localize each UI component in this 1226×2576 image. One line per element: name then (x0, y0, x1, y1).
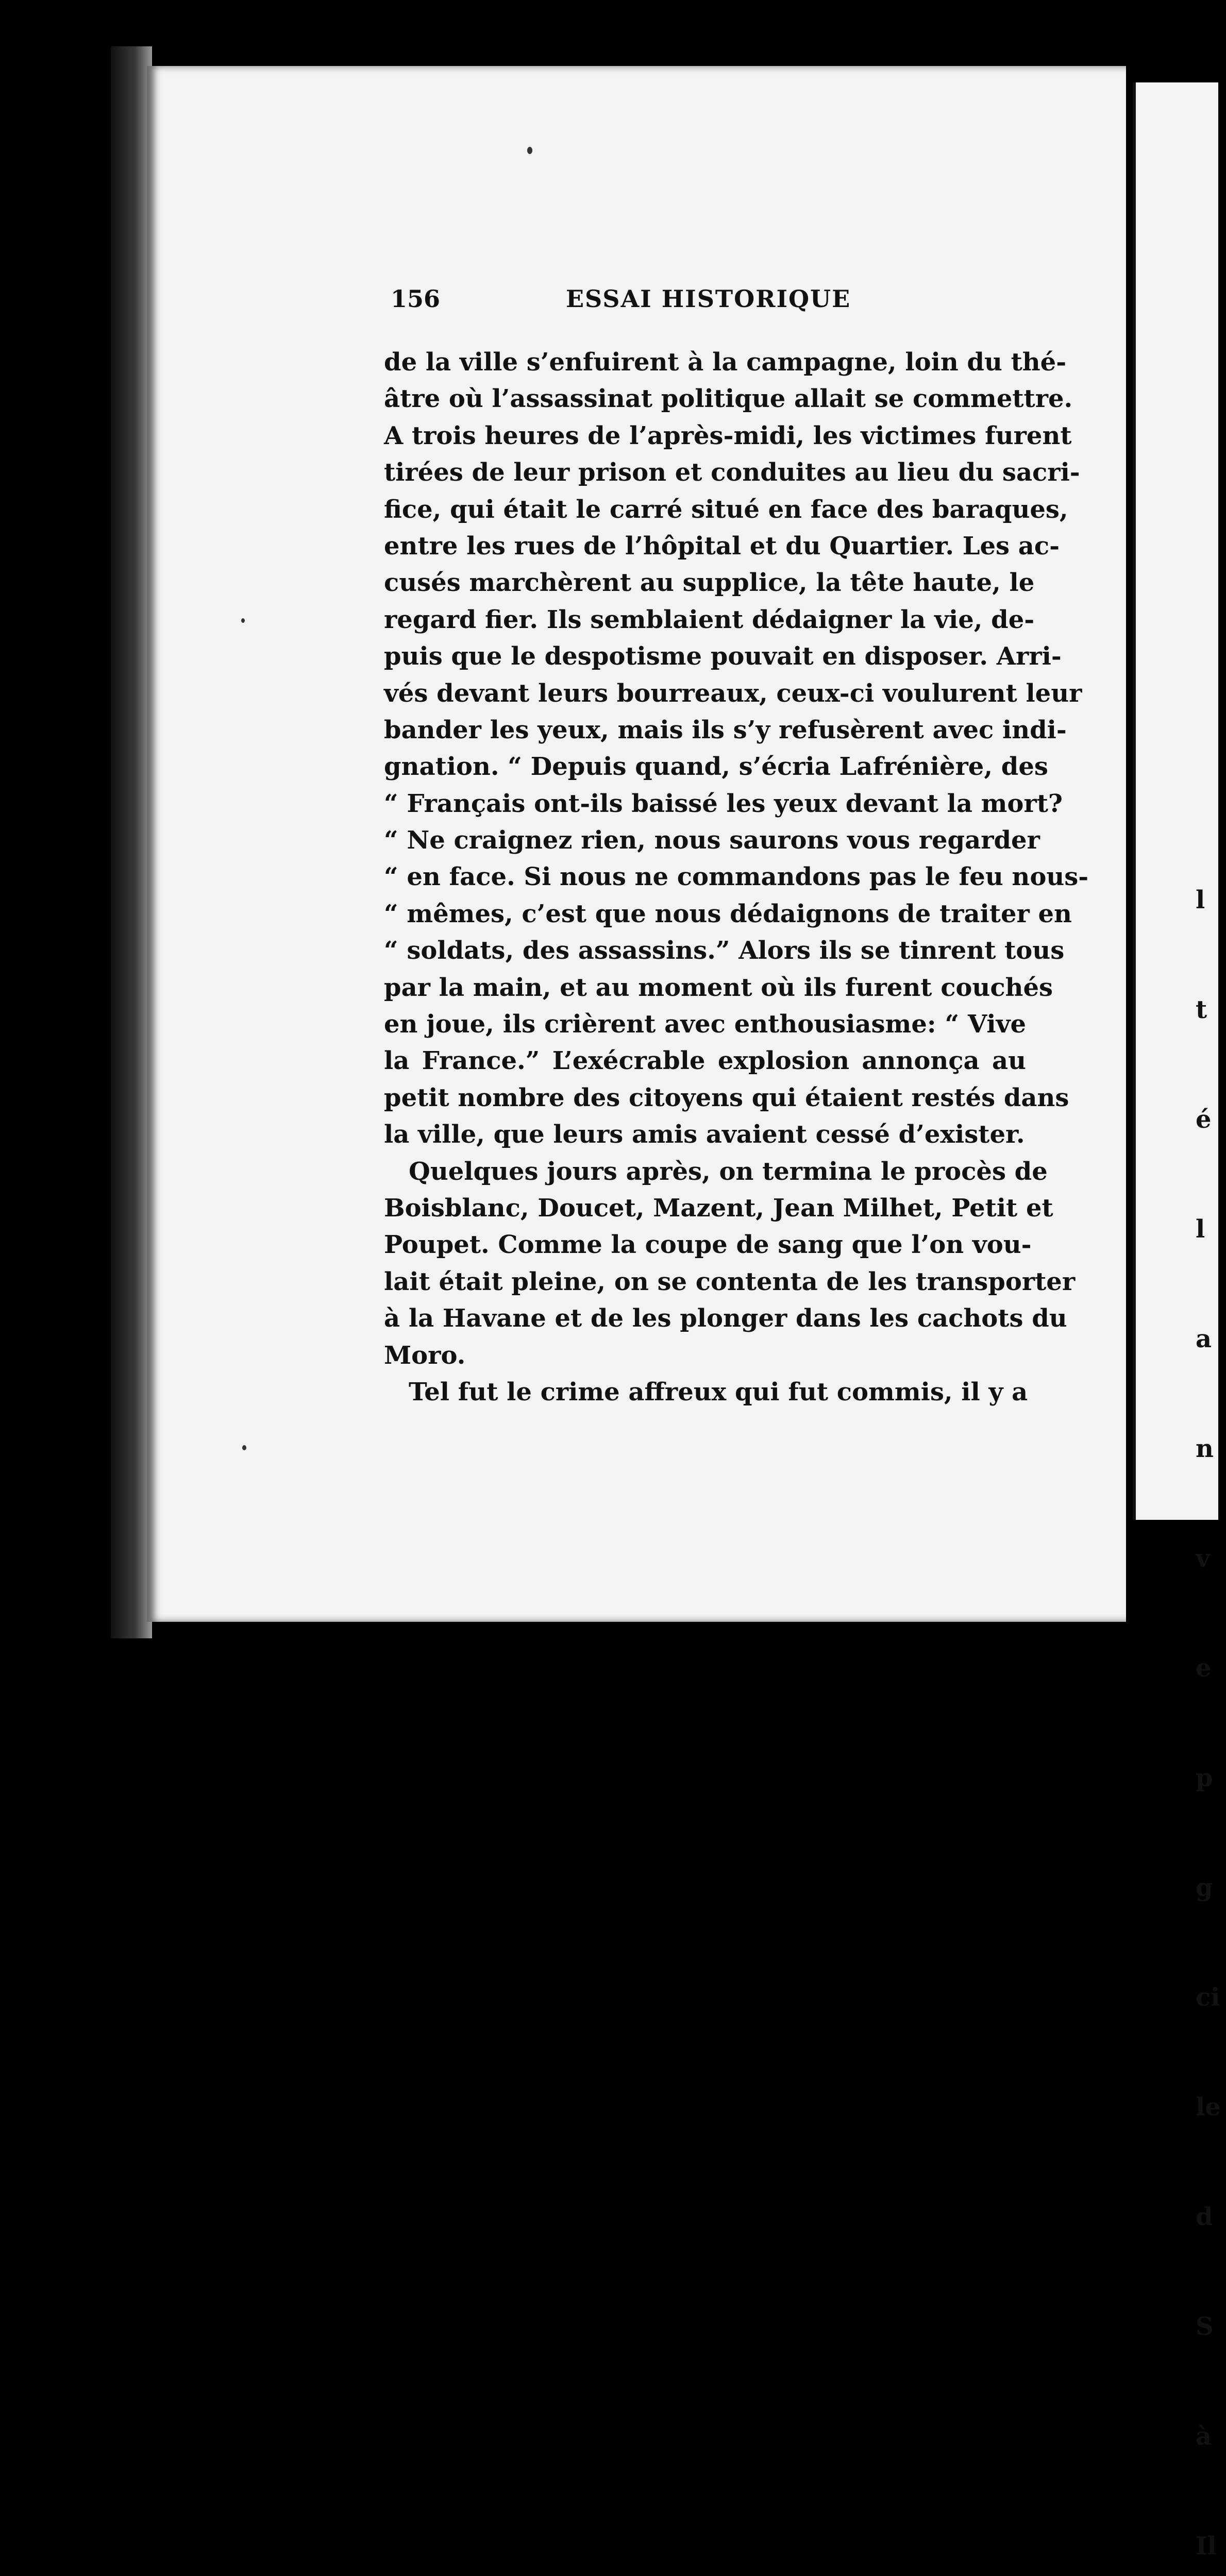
book-gutter-shadow (111, 46, 152, 1638)
text-line: petit nombre des citoyens qui étaient restés dans (384, 1083, 1069, 1112)
text-line: gnation. “ Depuis quand, s’écria Lafrénière, des (384, 752, 1048, 782)
text-line: cusés marchèrent au supplice, la tête haute, le (384, 568, 1035, 598)
text-line: la ville, que leurs amis avaient cessé d’exister. (384, 1120, 1025, 1149)
facing-letter: p (1196, 1764, 1213, 1792)
text-line: Poupet. Comme la coupe de sang que l’on vou- (384, 1230, 1032, 1260)
text-line: la France.” L’exécrable explosion annonça au (384, 1046, 1026, 1076)
text-line: A trois heures de l’après-midi, les victimes furent (384, 421, 1072, 450)
body-text (384, 344, 1089, 1411)
facing-letter: a (1196, 1325, 1212, 1353)
text-line: Boisblanc, Doucet, Mazent, Jean Milhet, Petit et (384, 1193, 1053, 1223)
text-line: puis que le despotisme pouvait en disposer. Arri- (384, 642, 1062, 671)
text-line: Moro. (384, 1341, 466, 1370)
text-line: “ soldats, des assassins.” Alors ils se tinrent tous (384, 936, 1065, 965)
text-line: vés devant leurs bourreaux, ceux-ci voulurent leur (384, 679, 1082, 708)
facing-letter: d (1196, 2202, 1213, 2231)
text-line: de la ville s’enfuirent à la campagne, loin du thé- (384, 348, 1067, 377)
facing-letter: n (1196, 1434, 1214, 1463)
facing-letter: v (1196, 1544, 1210, 1573)
page-number: 156 (391, 285, 441, 313)
facing-letter: t (1196, 995, 1207, 1024)
facing-letter: le (1196, 2093, 1221, 2122)
text-line: à la Havane et de les plonger dans les cachots du (384, 1304, 1067, 1333)
facing-letter: g (1196, 1873, 1213, 1902)
page-speck (241, 618, 245, 623)
page-speck (527, 147, 532, 154)
text-line: par la main, et au moment où ils furent couchés (384, 973, 1053, 1002)
text-line: en joue, ils crièrent avec enthousiasme: “ Vive (384, 1010, 1026, 1039)
text-line: “ mêmes, c’est que nous dédaignons de traiter en (384, 899, 1072, 928)
text-line: bander les yeux, mais ils s’y refusèrent avec indi- (384, 715, 1067, 744)
facing-letter: Il (1196, 2532, 1217, 2561)
text-line: fice, qui était le carré situé en face des baraques, (384, 495, 1068, 524)
text-line: “ Français ont-ils baissé les yeux devant la mort? (384, 789, 1063, 818)
page-header (391, 285, 1028, 316)
text-line: “ Ne craignez rien, nous saurons vous regarder (384, 826, 1040, 855)
facing-letter: à (1196, 2422, 1212, 2451)
facing-letter: ci (1196, 1983, 1220, 2012)
text-line: regard fier. Ils semblaient dédaigner la vie, de- (384, 605, 1035, 634)
text-line: entre les rues de l’hôpital et du Quartier. Les ac- (384, 531, 1060, 561)
text-line: lait était pleine, on se contenta de les transporter (384, 1267, 1076, 1296)
facing-letter: e (1196, 1654, 1212, 1683)
facing-page-letters (1196, 809, 1221, 2576)
running-head: ESSAI HISTORIQUE (566, 285, 851, 313)
text-line: âtre où l’assassinat politique allait se commettre. (384, 384, 1073, 414)
facing-letter: é (1196, 1105, 1212, 1134)
text-line: Tel fut le crime affreux qui fut commis, il y a (409, 1377, 1028, 1406)
facing-letter: l (1196, 1215, 1205, 1244)
text-line: Quelques jours après, on termina le procès de (409, 1157, 1048, 1186)
text-line: tirées de leur prison et conduites au lieu du sacri- (384, 458, 1080, 487)
facing-letter: S (1196, 2312, 1214, 2341)
text-line: “ en face. Si nous ne commandons pas le feu nous- (384, 862, 1089, 892)
facing-letter: l (1196, 886, 1205, 914)
page-speck (242, 1445, 246, 1450)
